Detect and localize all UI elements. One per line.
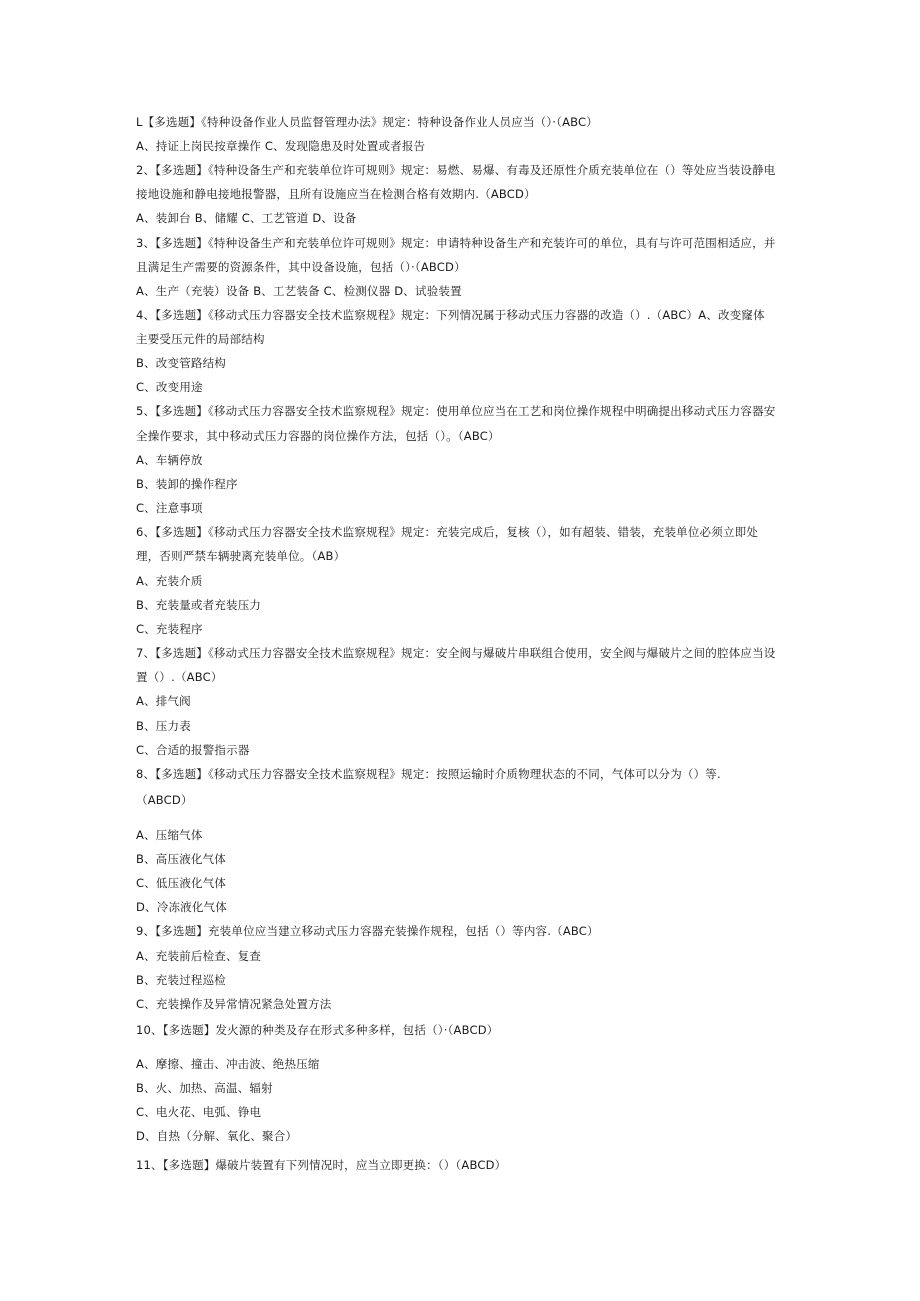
q8-option-a: A、压缩气体 xyxy=(136,828,203,842)
q4-option-c: C、改变用途 xyxy=(136,380,203,394)
q8-option-d: D、冷冻液化气体 xyxy=(136,900,227,914)
q5-option-b: B、装卸的操作程序 xyxy=(136,477,238,491)
q2-title-line1: 2、【多选题】《特种设备生产和充装单位许可规则》规定：易燃、易爆、有毒及还原性介质充装单位在（）等处应当装设静电 xyxy=(136,163,776,177)
q2-options: A、装卸台 B、储耀 C、工艺管道 D、设备 xyxy=(136,211,357,225)
q7-title-line1: 7、【多选题】《移动式压力容器安全技术监察规程》规定：安全阀与爆破片串联组合使用，安全阀与爆破片之间的腔体应当设 xyxy=(136,646,776,660)
q10-option-c: C、电火花、电弧、铮电 xyxy=(136,1105,262,1119)
q8-option-b: B、高压液化气体 xyxy=(136,852,226,866)
q1-title: L【多选题】《特种设备作业人员监督管理办法》规定：特种设备作业人员应当（）·（ABC） xyxy=(136,115,598,129)
q10-title: 10、【多选题】发火源的种类及存在形式多种多样，包括（）·（ABCD） xyxy=(136,1023,499,1037)
q9-option-b: B、充装过程巡检 xyxy=(136,973,226,987)
q1-options: A、持证上岗民按章操作 C、发现隐患及时处置或者报告 xyxy=(136,139,426,153)
q3-options: A、生产（充装）设备 B、工艺装备 C、检测仪器 D、试验装置 xyxy=(136,284,462,298)
q7-option-c: C、合适的报警指示器 xyxy=(136,743,250,757)
q8-title-line1: 8、【多选题】《移动式压力容器安全技术监察规程》规定：按照运输时介质物理状态的不同，气体可以分为（）等. xyxy=(136,767,721,781)
q6-title-line1: 6、【多选题】《移动式压力容器安全技术监察规程》规定：充装完成后，复核（），如有超装、错装，充装单位必须立即处 xyxy=(136,525,759,539)
q7-title-line2: 置（）.（ABC） xyxy=(136,670,223,684)
q9-option-c: C、充装操作及异常情况紧急处置方法 xyxy=(136,997,332,1011)
q8-title-line2: （ABCD） xyxy=(136,793,193,807)
q5-title-line2: 全操作要求，其中移动式压力容器的岗位操作方法，包括（）。（ABC） xyxy=(136,429,500,443)
q3-title-line2: 且满足生产需要的资源条件，其中设备设施，包括（）·（ABCD） xyxy=(136,260,466,274)
q8-option-c: C、低压液化气体 xyxy=(136,876,227,890)
q9-title: 9、【多选题】充装单位应当建立移动式压力容器充装操作规程，包括（）等内容.（ABC） xyxy=(136,924,599,938)
q7-option-a: A、排气阀 xyxy=(136,694,191,708)
q5-option-c: C、注意事项 xyxy=(136,501,203,515)
q5-title-line1: 5、【多选题】《移动式压力容器安全技术监察规程》规定：使用单位应当在工艺和岗位操作规程中明确提出移动式压力容器安 xyxy=(136,404,776,418)
q6-option-b: B、充装量或者充装压力 xyxy=(136,598,262,612)
q9-option-a: A、充装前后检查、复查 xyxy=(136,949,262,963)
q2-title-line2: 接地设施和静电接地报警器，且所有设施应当在检测合格有效期内.（ABCD） xyxy=(136,187,536,201)
q10-option-a: A、摩擦、撞击、冲击波、绝热压缩 xyxy=(136,1057,320,1071)
q4-title-line2: 主要受压元件的局部结构 xyxy=(136,332,265,346)
q6-option-c: C、充装程序 xyxy=(136,622,203,636)
q10-option-d: D、自热（分解、氧化、聚合） xyxy=(136,1129,298,1143)
q7-option-b: B、压力表 xyxy=(136,719,191,733)
q5-option-a: A、车辆停放 xyxy=(136,453,203,467)
q3-title-line1: 3、【多选题】《特种设备生产和充装单位许可规则》规定：申请特种设备生产和充装许可的单位，具有与许可范围相适应，并 xyxy=(136,236,776,250)
q4-option-b: B、改变管路结构 xyxy=(136,356,226,370)
q6-option-a: A、充装介质 xyxy=(136,574,203,588)
q4-title-line1: 4、【多选题】《移动式压力容器安全技术监察规程》规定：下列情况属于移动式压力容器的改造（）.（ABC）A、改变窿体 xyxy=(136,308,765,322)
q10-option-b: B、火、加热、高温、辐射 xyxy=(136,1081,273,1095)
q11-title: 11、【多选题】爆破片装置有下列情况时，应当立即更换：（）（ABCD） xyxy=(136,1158,507,1172)
q6-title-line2: 理，否则严禁车辆驶离充装单位。（AB） xyxy=(136,549,346,563)
